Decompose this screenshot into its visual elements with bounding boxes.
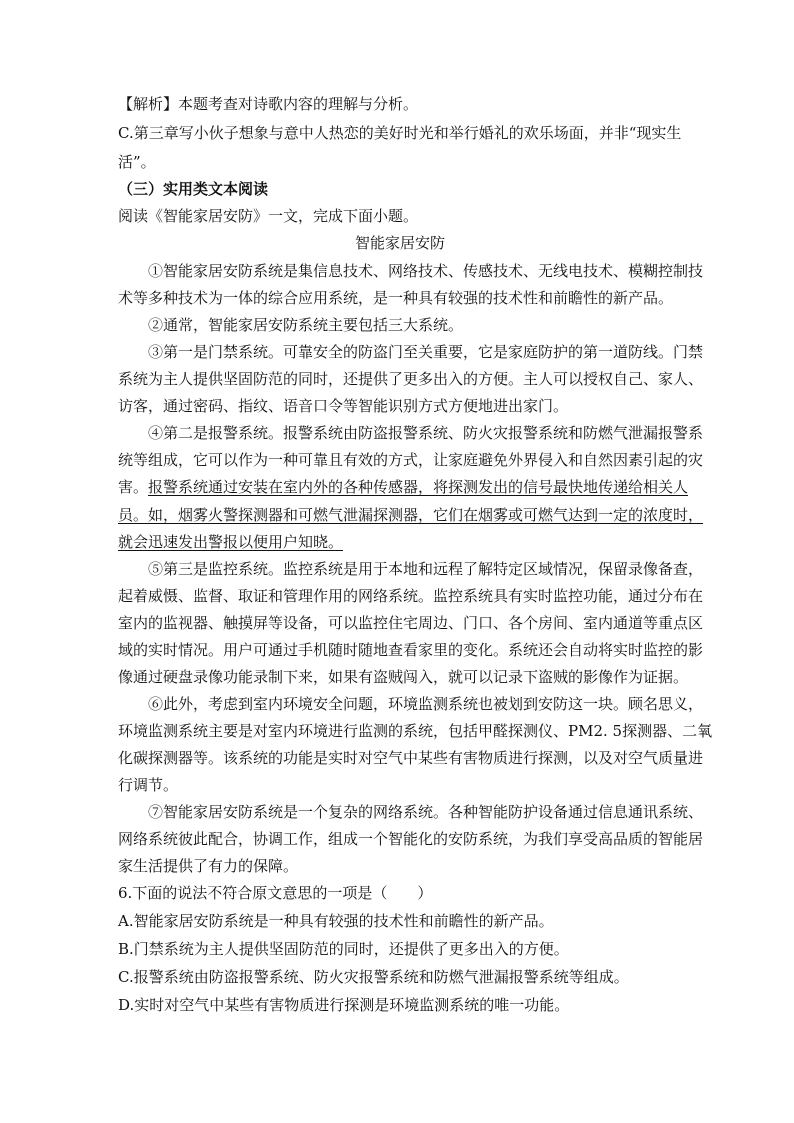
paragraph-5-line-4: 域的实时情况。用户可通过手机随时随地查看家里的变化。系统还会自动将实时监控的影 <box>118 641 704 659</box>
paragraph-4-line-3 <box>118 478 688 496</box>
analysis-line-2: C.第三章写小伙子想象与意中人热恋的美好时光和举行婚礼的欢乐场面，并非“现实生 <box>118 124 682 142</box>
paragraph-4-line-2: 统等组成，它可以作为一种可靠且有效的方式，让家庭避免外界侵入和自然因素引起的灾 <box>118 451 704 469</box>
paragraph-3-line-3: 访客，通过密码、指纹、语音口令等智能识别方式方便地进出家门。 <box>118 397 569 415</box>
paragraph-6-line-2: 环境监测系统主要是对室内环境进行监测的系统，包括甲醛探测仪、PM2. 5探测器、二氧 <box>118 722 713 740</box>
paragraph-5-line-2: 起着威慑、监督、取证和管理作用的网络系统。监控系统具有实时监控功能，通过分布在 <box>118 587 704 605</box>
paragraph-5-line-3: 室内的监视器、触摸屏等设备，可以监控住宅周边、门口、各个房间、室内通道等重点区 <box>118 614 704 632</box>
paragraph-6-line-4: 行调节。 <box>118 776 179 794</box>
paragraph-4-line-3-plain: 害。 <box>118 478 149 496</box>
option-b: B.门禁系统为主人提供坚固防范的同时，还提供了更多出入的方便。 <box>118 940 569 958</box>
paragraph-4-line-1: ④第二是报警系统。报警系统由防盗报警系统、防火灾报警系统和防燃气泄漏报警系 <box>148 424 704 442</box>
option-d: D.实时对空气中某些有害物质进行探测是环境监测系统的唯一功能。 <box>118 996 570 1014</box>
paragraph-7-line-2: 网络系统彼此配合，协调工作，组成一个智能化的安防系统，为我们享受高品质的智能居 <box>118 830 704 848</box>
option-a: A.智能家居安防系统是一种具有较强的技术性和前瞻性的新产品。 <box>118 912 554 930</box>
paragraph-5-line-1: ⑤第三是监控系统。监控系统是用于本地和远程了解特定区域情况，保留录像备查， <box>148 560 704 578</box>
paragraph-1-line-1: ①智能家居安防系统是集信息技术、网络技术、传感技术、无线电技术、模糊控制技 <box>148 262 704 280</box>
paragraph-5-line-5: 像通过硬盘录像功能录制下来，如果有盗贼闯入，就可以记录下盗贼的影像作为证据。 <box>118 668 689 686</box>
paragraph-3-line-2: 系统为主人提供坚固防范的同时，还提供了更多出入的方便。主人可以授权自己、家人、 <box>118 370 704 388</box>
analysis-line-3: 活”。 <box>118 153 156 171</box>
analysis-line-1: 【解析】本题考查对诗歌内容的理解与分析。 <box>118 95 419 113</box>
underlined-sentence: 报警系统通过安装在室内外的各种传感器，将探测发出的信号最快地传递给相关人 <box>148 478 689 496</box>
paragraph-7-line-3: 家生活提供了有力的保障。 <box>118 857 299 875</box>
paragraph-4-line-5: 就会迅速发出警报以便用户知晓。 <box>118 533 344 551</box>
paragraph-2-line-1: ②通常，智能家居安防系统主要包括三大系统。 <box>148 316 464 334</box>
article-title: 智能家居安防 <box>355 234 446 252</box>
paragraph-3-line-1: ③第一是门禁系统。可靠安全的防盗门至关重要，它是家庭防护的第一道防线。门禁 <box>148 343 704 361</box>
paragraph-6-line-1: ⑥此外，考虑到室内环境安全问题，环境监测系统也被划到安防这一块。顾名思义， <box>148 695 704 713</box>
paragraph-7-line-1: ⑦智能家居安防系统是一个复杂的网络系统。各种智能防护设备通过信息通讯系统、 <box>148 803 704 821</box>
paragraph-4-line-4: 员。如，烟雾火警探测器和可燃气泄漏探测器，它们在烟雾或可燃气达到一定的浓度时， <box>118 506 704 524</box>
paragraph-1-line-2: 术等多种技术为一体的综合应用系统，是一种具有较强的技术性和前瞻性的新产品。 <box>118 289 674 307</box>
paragraph-6-line-3: 化碳探测器等。该系统的功能是实时对空气中某些有害物质进行探测，以及对空气质量进 <box>118 749 704 767</box>
section-instruction: 阅读《智能家居安防》一文，完成下面小题。 <box>118 207 419 225</box>
section-heading: （三）实用类文本阅读 <box>118 180 269 198</box>
option-c: C.报警系统由防盗报警系统、防火灾报警系统和防燃气泄漏报警系统等组成。 <box>118 968 629 986</box>
question-stem: 6.下面的说法不符合原文意思的一项是（ ） <box>118 884 433 902</box>
